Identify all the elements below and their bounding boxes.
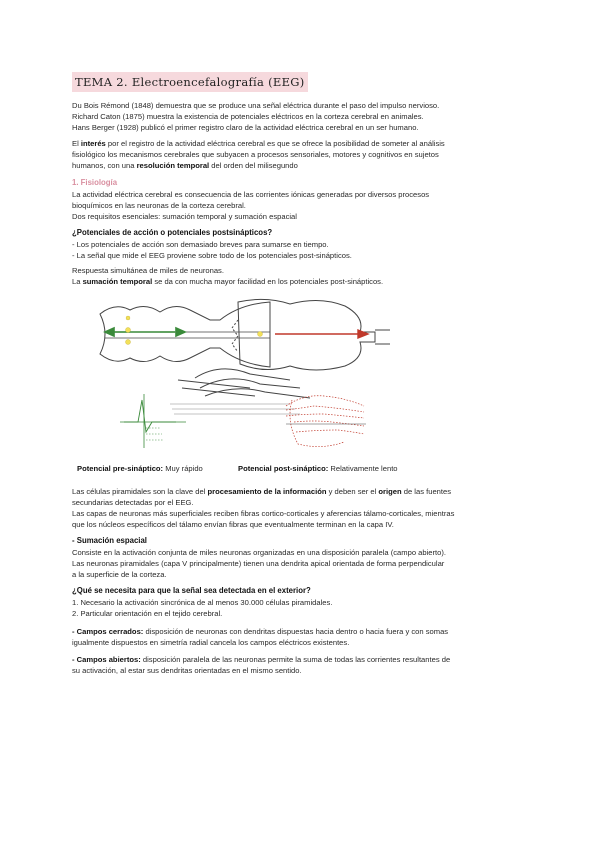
question-heading-potentials: ¿Potenciales de acción o potenciales postsinápticos? — [72, 228, 273, 237]
spatial-summation-paragraph: Consiste en la activación conjunta de miles neuronas organizadas en una disposición paralela (campo abierto). Las neuronas piramidales (capa V principalmente) tienen una dendrita apical orientada de forma perpendicular a la superficie de la corteza. — [72, 548, 447, 579]
question-heading-detection: ¿Qué se necesita para que la señal sea detectada en el exterior? — [72, 586, 311, 595]
intro-line: Richard Caton (1875) muestra la existencia de potenciales eléctricos en la corteza cerebral en animales. — [72, 112, 424, 121]
intro-paragraph — [72, 100, 532, 133]
temporal-summation-bold: sumación temporal — [82, 277, 153, 286]
yellow-charge-dots — [126, 316, 263, 345]
intro-line: Du Bois Rémond (1848) demuestra que se produce una señal eléctrica durante el paso del impulso nervioso. — [72, 101, 440, 110]
closed-fields-paragraph: - Campos cerrados: disposición de neuronas con dendritas dispuestas hacia dentro o hacia fuera y con somas igualmente dispuestos en simetría radial cancela los campos eléctricos existentes. — [72, 627, 449, 647]
interest-bold: interés — [80, 139, 106, 148]
detection-list: 1. Necesario la activación sincrónica de al menos 30.000 células piramidales. 2. Particular orientación en el tejido cerebral. — [72, 598, 333, 618]
red-current-arrow — [275, 330, 368, 338]
pyramidal-paragraph: Las células piramidales son la clave del procesamiento de la información y deben ser el origen de las fuentes secundarias detectadas por el EEG. Las capas de neuronas más superficiales reciben fibras cortico-corticales y aferencias tálamo-corticales, mientras que los núcleos específicos del tálamo envían fibras que eventualmente terminan en la capa IV. — [72, 487, 455, 529]
presynaptic-caption: Potencial pre-sináptico: Muy rápido — [77, 464, 203, 473]
intro-line: Hans Berger (1928) publicó el primer registro claro de la actividad eléctrica cerebral en un ser humano. — [72, 123, 419, 132]
postsynaptic-caption: Potencial post-sináptico: Relativamente lento — [238, 464, 398, 473]
green-current-arrows — [105, 328, 185, 336]
postsynaptic-potential-graph — [284, 386, 368, 450]
temporal-resolution-bold: resolución temporal — [136, 161, 210, 170]
presynaptic-neuron — [100, 302, 270, 367]
question-potentials-list: - Los potenciales de acción son demasiado breves para sumarse en tiempo. - La señal que mide el EEG proviene sobre todo de los potenciales post-sinápticos. — [72, 240, 352, 260]
page-title: TEMA 2. Electroencefalografía (EEG) — [72, 72, 308, 92]
presynaptic-potential-graph — [116, 392, 188, 450]
section-heading-fisiologia: 1. Fisiología — [72, 178, 118, 187]
interest-paragraph: El interés por el registro de la actividad eléctrica cerebral es que se ofrece la posibilidad de someter al análisis fisiológico los mecanismos cerebrales que subyacen a procesos sensoriales, motores y cognitivos en sujetos humanos, con una resolución temporal del orden del milisegundo — [72, 139, 445, 170]
fisiologia-paragraph: La actividad eléctrica cerebral es consecuencia de las corrientes iónicas generadas por diversos procesos bioquímicos en las neuronas de la corteza cerebral. Dos requisitos esenciales: sumación temporal y sumación espacial — [72, 190, 430, 221]
spatial-summation-heading: - Sumación espacial — [72, 536, 147, 545]
open-fields-paragraph: - Campos abiertos: disposición paralela de las neuronas permite la suma de todas las corrientes resultantes de su activación, al estar sus dendritas orientadas en el mismo sentido. — [72, 655, 451, 675]
response-paragraph: Respuesta simultánea de miles de neuronas. La sumación temporal se da con mucha mayor facilidad en los potenciales post-sinápticos. — [72, 266, 384, 286]
